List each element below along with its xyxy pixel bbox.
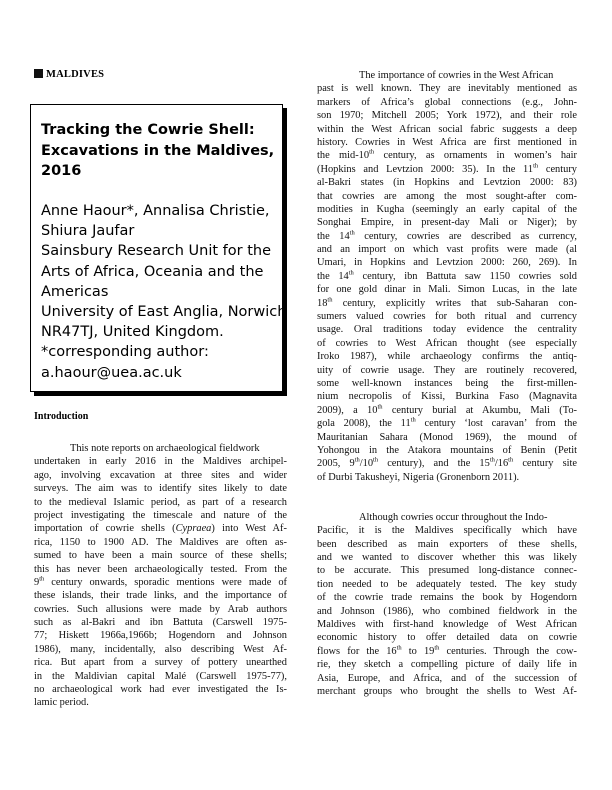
text-line: undertaken in early 2016 in the Maldives archipel-	[34, 456, 287, 468]
affiliation-line: Americas	[41, 283, 109, 300]
corresponding-author-label: *corresponding author:	[41, 344, 209, 361]
text-line: of Durbi Takusheyi, Nigeria (Gronenborn 2011).	[317, 471, 520, 483]
text-line: The importance of cowries in the West African	[359, 70, 554, 81]
text-line: Yohongou in the Atakora mountains of Benin (Petit	[317, 444, 577, 456]
text-line: son 1970; Mitchell 2005; York 1972), and their role	[317, 110, 577, 122]
text-line: gola 2008), the 11th century ‘lost caravan’ from the	[317, 417, 577, 430]
text-line: Umari, in Hopkins and Levtzion 2000: 260, 269). In	[317, 257, 577, 269]
text-line: uity of cowrie usage. They are routinely recovered,	[317, 364, 577, 376]
section-label	[34, 69, 104, 80]
left-column-body	[34, 442, 287, 710]
text-line: surveys. The aim was to identify sites likely to date	[34, 483, 287, 495]
text-line: this has never been archaeologically tested. From the	[34, 563, 287, 575]
title-box	[30, 104, 287, 392]
text-line: lamic period.	[34, 697, 89, 709]
text-line: Asia, Europe, and Africa, and of the succession of	[317, 672, 577, 684]
author-names: Anne Haour*, Annalisa Christie,	[41, 203, 270, 219]
text-line: (Hopkins and Levtzion 2000: 35). In the 11th century	[317, 162, 577, 175]
text-line: project investigating the timescale and nature of the	[34, 509, 287, 521]
title-line: 2016	[41, 163, 82, 179]
text-line: and we wanted to discover whether this was likely	[317, 552, 577, 564]
affiliation-line: University of East Anglia, Norwich	[41, 304, 287, 321]
author-names: Shiura Jaufar	[41, 223, 135, 240]
text-line: Songhai Empire, in present-day Mali or Niger); by	[317, 217, 577, 229]
text-line: the mid-10th century, as ornaments in women’s hair	[317, 149, 577, 162]
text-line: Pacific, it is the Maldives specifically which have	[317, 525, 577, 537]
text-line: 18th century, explicitly writes that sub-Saharan con-	[317, 296, 577, 309]
text-line: cowries. Such allusions were made by Arab authors	[34, 603, 287, 615]
text-line: 2005, 9th/10th century), and the 15th/16th century site	[317, 457, 577, 470]
text-line: flows for the 16th to 19th centuries. Through the cow-	[317, 644, 577, 657]
text-line: no archaeological work had ever investigated the Is-	[34, 684, 287, 696]
right-column-body	[317, 69, 577, 698]
text-line: sumers valued cowries for both ritual and currency	[317, 311, 577, 323]
text-line: tion needed to be adequately tested. The key study	[317, 578, 577, 590]
text-line: markers of Africa’s global connections (e.g., John-	[317, 96, 577, 108]
text-line: of cowries to West African thought (see especially	[317, 337, 577, 349]
text-line: the 14th century, ibn Battuta saw 1150 cowries sold	[317, 269, 577, 282]
text-line: these islands, their trade links, and the importance of	[34, 590, 287, 602]
text-line: such as al-Bakri and ibn Battuta (Carswell 1975-	[34, 617, 287, 629]
text-line: rica. But apart from a survey of pottery unearthed	[34, 657, 287, 669]
text-line: been described as main exporters of these shells,	[317, 538, 577, 550]
text-line: nium necropolis of Kissi, Burkina Faso (Magnavita	[317, 391, 577, 403]
text-line: 1986), many, incidentally, also describing West Af-	[34, 643, 287, 655]
text-line: of the cowrie trade remains the book by Hogendorn	[317, 592, 577, 604]
text-line: the 14th century, cowries are described as currency,	[317, 229, 577, 242]
section-marker-square	[34, 69, 43, 78]
text-line: modities in Kugha (seemingly an early capital of the	[317, 203, 577, 215]
text-line: ago, involving excavation at three sites and wider	[34, 469, 287, 481]
text-line: 9th century onwards, sporadic mentions were made of	[34, 575, 287, 588]
text-line: merchant groups who brought the shells to West Af-	[317, 685, 577, 697]
text-line: 2009), a 10th century burial at Akumbu, Mali (To-	[317, 403, 577, 416]
text-line: sumed to have been a main source of these shells;	[34, 550, 287, 562]
text-line: for one gold dinar in Mali. Simon Lucas, in the late	[317, 284, 577, 296]
text-line: Iroko 1987), while archaeology confirms the antiq-	[317, 351, 577, 363]
article-title	[41, 120, 279, 182]
text-line: Maldives with first-hand knowledge of West African	[317, 619, 577, 631]
text-line: Mauritanian Sahara (Monod 1969), the mound of	[317, 431, 577, 443]
text-line: Although cowries occur throughout the Indo-	[359, 511, 548, 523]
text-line: usage. Oral traditions today evidence the centrality	[317, 324, 577, 336]
paragraph-gap	[317, 498, 577, 511]
author-block	[41, 201, 286, 383]
text-line: importation of cowrie shells (Cypraea) into West Af-	[34, 523, 287, 535]
text-line: and Johnson (1986), who combined fieldwork in the	[317, 605, 577, 617]
title-line: Tracking the Cowrie Shell:	[41, 122, 255, 138]
introduction-heading: Introduction	[34, 411, 89, 422]
text-line: and an import on which vast profits were made (al	[317, 244, 577, 256]
affiliation-line: Sainsbury Research Unit for the	[41, 243, 271, 260]
text-line: rica, 1150 to 1900 AD. The Maldives are often as-	[34, 536, 287, 548]
text-line: some well-known instances being the first-millen-	[317, 377, 577, 389]
affiliation-line: Arts of Africa, Oceania and the	[41, 263, 264, 280]
text-line: history. Cowries in West Africa are first mentioned in	[317, 136, 577, 148]
text-line: that cowries are among the most sought-after com-	[317, 190, 577, 202]
text-line: economic history to offer detailed data on cowrie	[317, 632, 577, 644]
text-line: 77; Hiskett 1966a,1966b; Hogendorn and Johnson	[34, 630, 287, 642]
text-line: al-Bakri states (in Hopkins and Levtzion 2000: 83)	[317, 177, 577, 189]
text-line: rie, they sketch a compelling picture of daily life in	[317, 659, 577, 671]
text-line: to the medieval Islamic period, as part of a research	[34, 496, 287, 508]
text-line: past is well known. They are inevitably mentioned as	[317, 83, 577, 95]
affiliation-line: NR47TJ, United Kingdom.	[41, 324, 224, 341]
text-line: in the Maldivian capital Malé (Carswell 1975-77),	[34, 670, 287, 682]
corresponding-email: a.haour@uea.ac.uk	[41, 364, 182, 381]
title-line: Excavations in the Maldives,	[41, 142, 275, 159]
section-label-text: MALDIVES	[46, 69, 105, 80]
paragraph-gap	[317, 484, 577, 497]
text-line: within the West African social fabric suggests a deep	[317, 123, 577, 135]
text-line: to be accurate. This presumed long-distance connec-	[317, 565, 577, 577]
text-line: This note reports on archaeological fieldwork	[70, 443, 260, 454]
